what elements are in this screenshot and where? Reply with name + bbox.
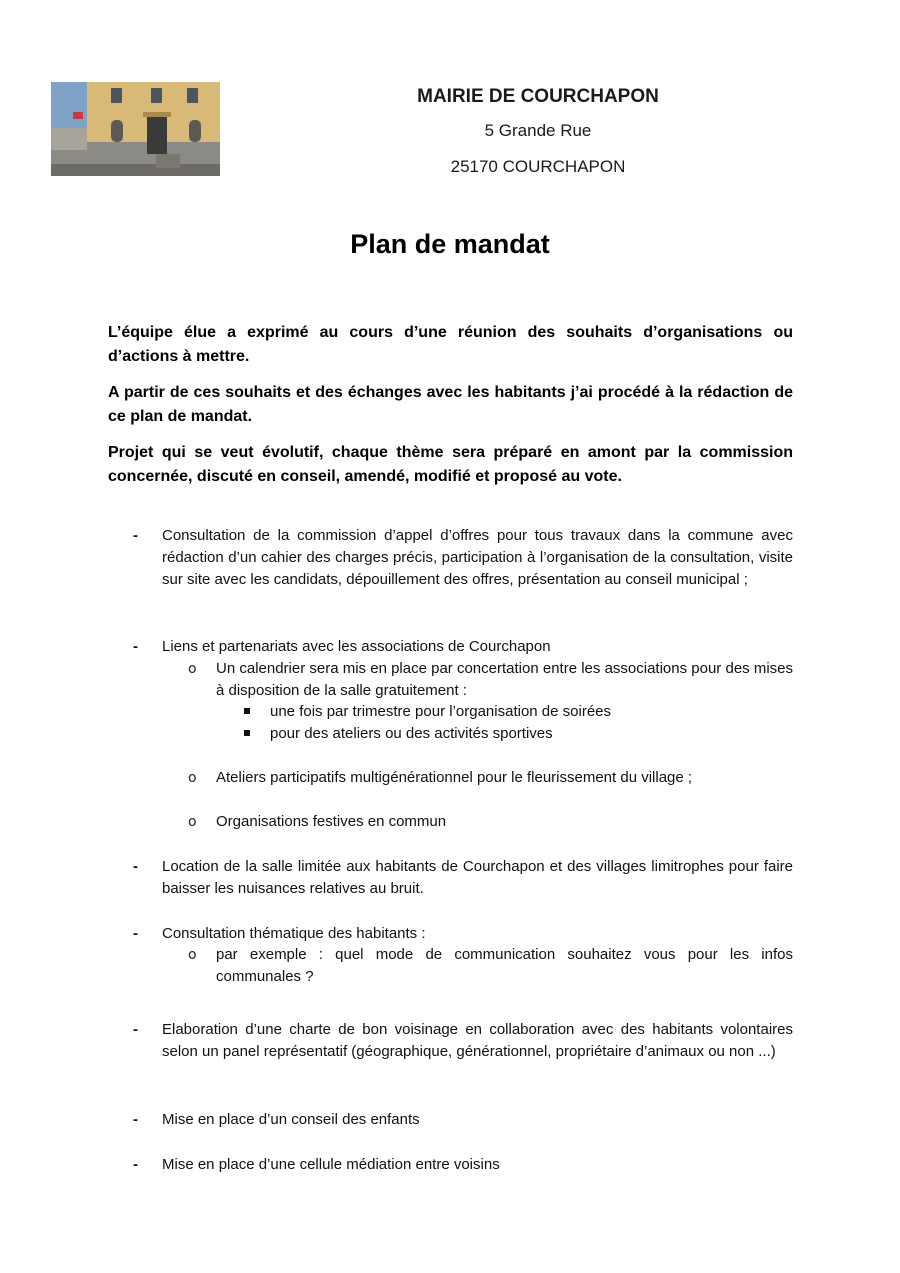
sub-list-item: Un calendrier sera mis en place par concertation entre les associations pour des mises à disposition de la salle gratuitement : xyxy=(216,660,793,699)
dash-bullet: - xyxy=(133,1021,138,1038)
dash-bullet: - xyxy=(133,638,138,655)
mairie-name: MAIRIE DE COURCHAPON xyxy=(417,86,659,107)
dash-bullet: - xyxy=(133,1111,138,1128)
intro-paragraph: L’équipe élue a exprimé au cours d’une réunion des souhaits d’organisations ou d’actions à mettre. xyxy=(108,324,793,365)
mairie-street: 5 Grande Rue xyxy=(484,121,592,140)
mairie-city: 25170 COURCHAPON xyxy=(450,157,626,176)
list-item: Elaboration d’une charte de bon voisinage en collaboration avec des habitants volontaires selon un panel représentatif (géographique, générationnel, propriétaire d’animaux ou non ...) xyxy=(162,1021,793,1060)
sub-sub-list-item: une fois par trimestre pour l’organisation de soirées xyxy=(270,703,612,720)
square-bullet-icon xyxy=(244,730,250,736)
circle-bullet: o xyxy=(188,661,197,677)
dash-bullet: - xyxy=(133,925,138,942)
sub-list-item: Ateliers participatifs multigénérationnel pour le fleurissement du village ; xyxy=(216,769,693,786)
list-item: Consultation thématique des habitants : xyxy=(162,925,426,942)
dash-bullet: - xyxy=(133,858,138,875)
intro-paragraph: A partir de ces souhaits et des échanges avec les habitants j’ai procédé à la rédaction de ce plan de mandat. xyxy=(108,384,793,425)
list-item: Liens et partenariats avec les associations de Courchapon xyxy=(162,638,551,655)
list-item: Location de la salle limitée aux habitants de Courchapon et des villages limitrophes pour faire baisser les nuisances relatives au bruit. xyxy=(162,858,793,897)
list-item: Consultation de la commission d’appel d’offres pour tous travaux dans la commune avec rédaction d’un cahier des charges précis, participation à l’organisation de la consultation, visite sur site avec les candidats, dépouillement des offres, présentation au conseil municipal ; xyxy=(162,527,793,588)
square-bullet-icon xyxy=(244,708,250,714)
circle-bullet: o xyxy=(188,947,197,963)
circle-bullet: o xyxy=(188,770,197,786)
dash-bullet: - xyxy=(133,1156,138,1173)
intro-paragraph: Projet qui se veut évolutif, chaque thème sera préparé en amont par la commission concernée, discuté en conseil, amendé, modifié et proposé au vote. xyxy=(108,444,793,485)
sub-sub-list-item: pour des ateliers ou des activités sportives xyxy=(270,725,553,742)
town-hall-photo xyxy=(51,82,220,176)
sub-list-item: par exemple : quel mode de communication souhaitez vous pour les infos communales ? xyxy=(216,946,793,985)
page-title: Plan de mandat xyxy=(350,229,550,259)
list-item: Mise en place d’un conseil des enfants xyxy=(162,1111,420,1128)
circle-bullet: o xyxy=(188,814,197,830)
dash-bullet: - xyxy=(133,527,138,544)
list-item: Mise en place d’une cellule médiation entre voisins xyxy=(162,1156,500,1173)
sub-list-item: Organisations festives en commun xyxy=(216,813,447,830)
